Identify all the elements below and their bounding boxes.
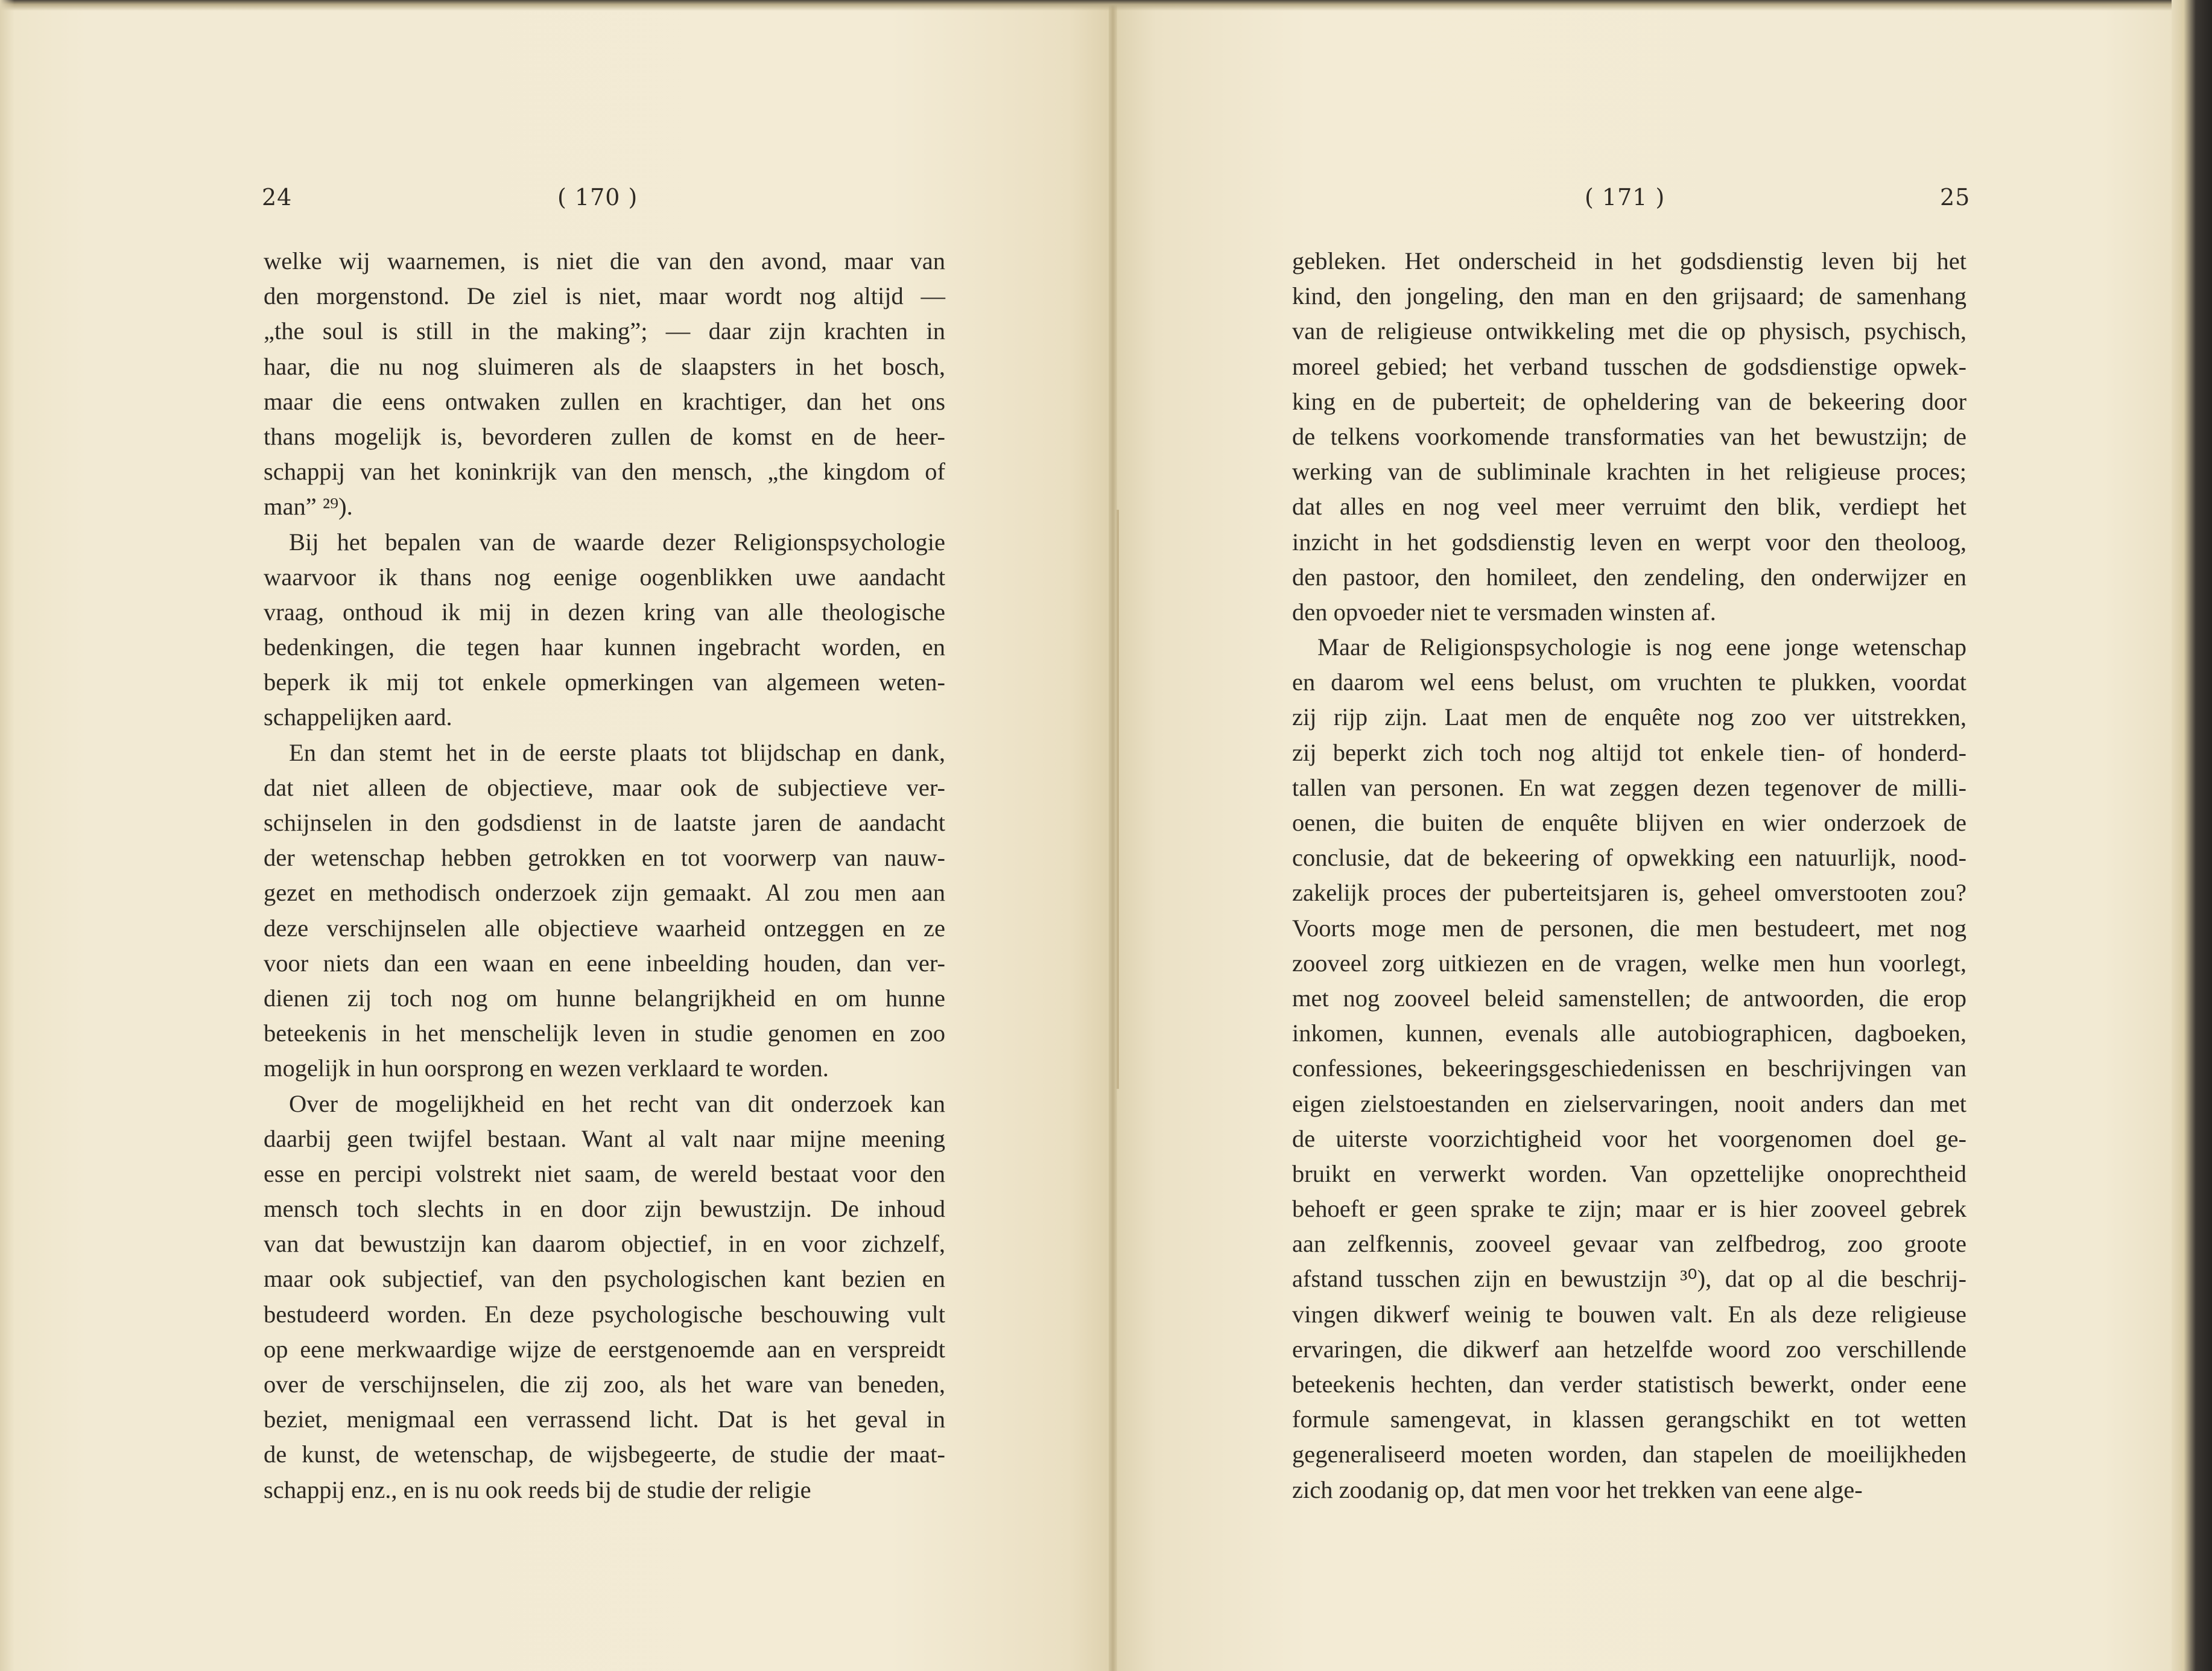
text-line: daarbij geen twijfel bestaan. Want al valt naar mijne meening bbox=[264, 1124, 945, 1152]
text-line: gegeneraliseerd moeten worden, dan stapelen de moeilijkheden bbox=[1292, 1441, 1966, 1468]
text-line: voor niets dan een waan en eene inbeelding houden, dan ver- bbox=[264, 949, 945, 977]
text-line: zij beperkt zich toch nog altijd tot enkele tien- of honderd- bbox=[1292, 738, 1966, 766]
text-line: aan zelfkennis, zooveel gevaar van zelfbedrog, zoo groote bbox=[1292, 1230, 1966, 1258]
text-line: werking van de subliminale krachten in het religieuse proces; bbox=[1292, 458, 1966, 486]
text-line: schijnselen in den godsdienst in de laatste jaren de aandacht bbox=[264, 809, 945, 836]
text-line: dat niet alleen de objectieve, maar ook de subjectieve ver- bbox=[264, 773, 945, 801]
text-line: beziet, menigmaal een verrassend licht. Dat is het geval in bbox=[264, 1406, 945, 1433]
left-page-body bbox=[264, 244, 945, 1508]
text-line: dat alles en nog veel meer verruimt den blik, verdiept het bbox=[1292, 493, 1966, 521]
text-line: En dan stemt het in de eerste plaats tot blijdschap en dank, bbox=[289, 738, 945, 766]
text-line: dienen zij toch nog om hunne belangrijkheid en om hunne bbox=[264, 984, 945, 1012]
text-line: schappelijken aard. bbox=[264, 703, 452, 731]
text-line: der wetenschap hebben getrokken en tot voorwerp van nauw- bbox=[264, 844, 945, 872]
text-line: maar die eens ontwaken zullen en krachtiger, dan het ons bbox=[264, 387, 945, 415]
top-page-edge bbox=[0, 0, 2212, 11]
text-line: zich zoodanig op, dat men voor het trekken van eene alge- bbox=[1292, 1476, 1863, 1503]
text-line: man” ²⁹). bbox=[264, 493, 353, 521]
left-page-number: 24 bbox=[262, 184, 293, 211]
text-line: van dat bewustzijn kan daarom objectief, in en voor zichzelf, bbox=[264, 1230, 945, 1258]
text-line: thans mogelijk is, bevorderen zullen de komst en de heer- bbox=[264, 422, 945, 450]
left-page-running-header: ( 170 ) bbox=[557, 184, 638, 211]
right-page-body bbox=[1292, 244, 1966, 1508]
text-line: tallen van personen. En wat zeggen dezen tegenover de milli- bbox=[1292, 773, 1966, 801]
text-line: inzicht in het godsdienstig leven en werpt voor den theoloog, bbox=[1292, 528, 1966, 556]
text-line: moreel gebied; het verband tusschen de godsdienstige opwek- bbox=[1292, 352, 1966, 380]
text-line: „the soul is still in the making”; — daar zijn krachten in bbox=[264, 317, 945, 345]
text-line: op eene merkwaardige wijze de eerstgenoemde aan en verspreidt bbox=[264, 1335, 945, 1363]
right-page-edge bbox=[2172, 0, 2212, 1671]
text-line: Over de mogelijkheid en het recht van dit onderzoek kan bbox=[289, 1089, 945, 1117]
text-line: ervaringen, die dikwerf aan hetzelfde woord zoo verschillende bbox=[1292, 1335, 1966, 1363]
text-line: bruikt en verwerkt worden. Van opzettelijke onoprechtheid bbox=[1292, 1159, 1966, 1187]
text-line: waarvoor ik thans nog eenige oogenblikken uwe aandacht bbox=[264, 563, 945, 591]
text-line: zij rijp zijn. Laat men de enquête nog zoo ver uitstrekken, bbox=[1292, 703, 1966, 731]
text-line: bedenkingen, die tegen haar kunnen ingebracht worden, en bbox=[264, 633, 945, 661]
text-line: eigen zielstoestanden en zielservaringen, nooit anders dan met bbox=[1292, 1089, 1966, 1117]
text-line: king en de puberteit; de opheldering van de bekeering door bbox=[1292, 387, 1966, 415]
text-line: gezet en methodisch onderzoek zijn gemaakt. Al zou men aan bbox=[264, 879, 945, 907]
text-line: Voorts moge men de personen, die men bestudeert, met nog bbox=[1292, 914, 1966, 942]
text-line: maar ook subjectief, van den psychologischen kant bezien en bbox=[264, 1265, 945, 1293]
text-line: beperk ik mij tot enkele opmerkingen van algemeen weten- bbox=[264, 668, 945, 696]
text-line: mogelijk in hun oorsprong en wezen verklaard te worden. bbox=[264, 1054, 829, 1082]
text-line: welke wij waarnemen, is niet die van den avond, maar van bbox=[264, 247, 945, 274]
text-line: den pastoor, den homileet, den zendeling, den onderwijzer en bbox=[1292, 563, 1966, 591]
text-line: beteekenis hechten, dan verder statistisch bewerkt, onder eene bbox=[1292, 1371, 1966, 1398]
text-line: de kunst, de wetenschap, de wijsbegeerte, de studie der maat- bbox=[264, 1441, 945, 1468]
right-page-running-header: ( 171 ) bbox=[1585, 184, 1665, 211]
text-line: deze verschijnselen alle objectieve waarheid ontzeggen en ze bbox=[264, 914, 945, 942]
text-line: formule samengevat, in klassen gerangschikt en tot wetten bbox=[1292, 1406, 1966, 1433]
text-line: met nog zooveel beleid samenstellen; de antwoorden, die erop bbox=[1292, 984, 1966, 1012]
text-line: inkomen, kunnen, evenals alle autobiographicen, dagboeken, bbox=[1292, 1019, 1966, 1047]
book-spine bbox=[1109, 0, 1117, 1671]
text-line: mensch toch slechts in en door zijn bewustzijn. De inhoud bbox=[264, 1195, 945, 1223]
text-line: Bij het bepalen van de waarde dezer Religionspsychologie bbox=[289, 528, 945, 556]
text-line: haar, die nu nog sluimeren als de slaapsters in het bosch, bbox=[264, 352, 945, 380]
text-line: zakelijk proces der puberteitsjaren is, geheel omverstooten zou? bbox=[1292, 879, 1966, 907]
text-line: van de religieuse ontwikkeling met die op physisch, psychisch, bbox=[1292, 317, 1966, 345]
text-line: den opvoeder niet te versmaden winsten af. bbox=[1292, 598, 1716, 626]
text-line: bestudeerd worden. En deze psychologische beschouwing vult bbox=[264, 1300, 945, 1328]
text-line: over de verschijnselen, die zij zoo, als het ware van beneden, bbox=[264, 1371, 945, 1398]
text-line: confessiones, bekeeringsgeschiedenissen en beschrijvingen van bbox=[1292, 1054, 1966, 1082]
text-line: zooveel zorg uitkiezen en de vragen, welke men hun voorlegt, bbox=[1292, 949, 1966, 977]
text-line: afstand tusschen zijn en bewustzijn ³⁰), dat op al die beschrij- bbox=[1292, 1265, 1966, 1293]
left-page-edge bbox=[0, 0, 14, 1671]
text-line: schappij enz., en is nu ook reeds bij de studie der religie bbox=[264, 1476, 811, 1503]
right-page-number: 25 bbox=[1940, 184, 1971, 211]
text-line: gebleken. Het onderscheid in het godsdienstig leven bij het bbox=[1292, 247, 1966, 274]
text-line: vingen dikwerf weinig te bouwen valt. En als deze religieuse bbox=[1292, 1300, 1966, 1328]
text-line: Maar de Religionspsychologie is nog eene jonge wetenschap bbox=[1317, 633, 1966, 661]
text-line: schappij van het koninkrijk van den mensch, „the kingdom of bbox=[264, 458, 945, 486]
text-line: behoeft er geen sprake te zijn; maar er is hier zooveel gebrek bbox=[1292, 1195, 1966, 1223]
text-line: conclusie, dat de bekeering of opwekking een natuurlijk, nood- bbox=[1292, 844, 1966, 872]
spine-crease bbox=[1117, 510, 1119, 1089]
text-line: de uiterste voorzichtigheid voor het voorgenomen doel ge- bbox=[1292, 1124, 1966, 1152]
text-line: vraag, onthoud ik mij in dezen kring van alle theologische bbox=[264, 598, 945, 626]
text-line: beteekenis in het menschelijk leven in studie genomen en zoo bbox=[264, 1019, 945, 1047]
text-line: oenen, die buiten de enquête blijven en wier onderzoek de bbox=[1292, 809, 1966, 836]
text-line: de telkens voorkomende transformaties van het bewustzijn; de bbox=[1292, 422, 1966, 450]
text-line: den morgenstond. De ziel is niet, maar wordt nog altijd — bbox=[264, 282, 945, 310]
text-line: kind, den jongeling, den man en den grijsaard; de samenhang bbox=[1292, 282, 1966, 310]
text-line: en daarom wel eens belust, om vruchten te plukken, voordat bbox=[1292, 668, 1966, 696]
text-line: esse en percipi volstrekt niet saam, de wereld bestaat voor den bbox=[264, 1159, 945, 1187]
